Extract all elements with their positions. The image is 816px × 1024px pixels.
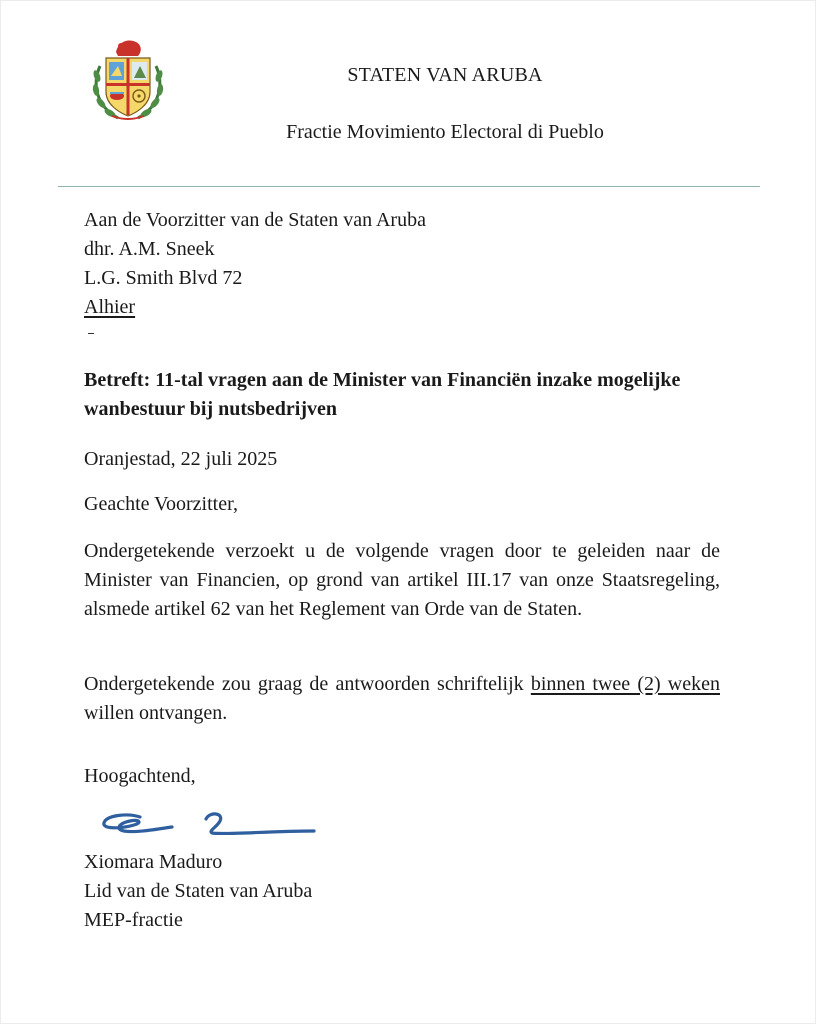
place-date: Oranjestad, 22 juli 2025	[84, 448, 278, 470]
signature-block	[84, 848, 720, 935]
paragraph-deadline-start: Ondergetekende zou graag de antwoorden schriftelijk	[84, 673, 531, 695]
paragraph-deadline-end: willen ontvangen.	[84, 702, 228, 724]
closing: Hoogachtend,	[84, 765, 196, 787]
signatory-party: MEP-fractie	[84, 909, 183, 931]
recipient-line-2: dhr. A.M. Sneek	[84, 238, 215, 260]
recipient-address	[84, 206, 720, 322]
subject-line: Betreft: 11-tal vragen aan de Minister van Financiën inzake mogelijke wanbestuur bij nutsbedrijven	[84, 369, 681, 420]
signatory-name: Xiomara Maduro	[84, 851, 223, 873]
organization-name: STATEN VAN ARUBA	[347, 64, 543, 86]
header-divider	[58, 186, 760, 187]
paragraph-request: Ondergetekende verzoekt u de volgende vragen door te geleiden naar de Minister van Financien, op grond van artikel III.17 van onze Staatsregeling, alsmede artikel 62 van het Reglement van Orde van de Staten.	[84, 540, 720, 620]
signatory-title: Lid van de Staten van Aruba	[84, 880, 313, 902]
faction-name: Fractie Movimiento Electoral di Pueblo	[286, 121, 604, 143]
handwritten-signature	[100, 805, 320, 845]
salutation: Geachte Voorzitter,	[84, 493, 238, 515]
recipient-line-4: Alhier	[84, 296, 136, 318]
recipient-line-1: Aan de Voorzitter van de Staten van Aruba	[84, 209, 426, 231]
deadline-emphasis: binnen twee (2) weken	[530, 673, 720, 695]
recipient-line-3: L.G. Smith Blvd 72	[84, 267, 243, 289]
separator-dash	[88, 333, 94, 334]
paragraph-deadline	[84, 670, 720, 728]
